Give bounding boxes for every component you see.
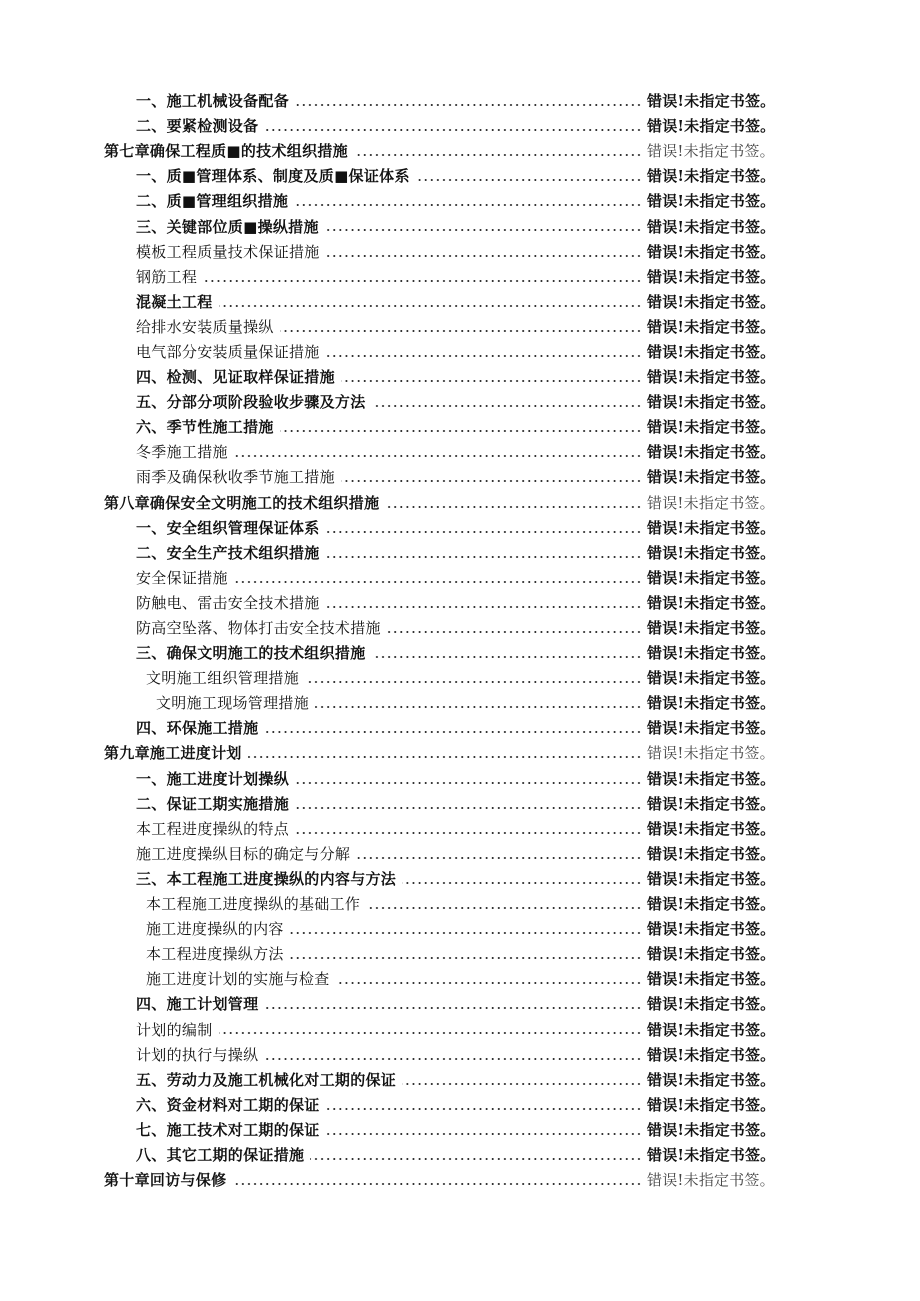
toc-page-reference: 错误!未指定书签。 xyxy=(647,995,776,1014)
toc-entry-title: 八、其它工期的保证措施 xyxy=(136,1145,305,1164)
toc-entry[interactable] xyxy=(0,690,920,715)
toc-entry-title: 第七章确保工程质■的技术组织措施 xyxy=(104,142,348,161)
toc-page-reference: 错误!未指定书签。 xyxy=(647,945,776,964)
dot-leader xyxy=(356,857,642,859)
toc-entry-title: 一、施工机械设备配备 xyxy=(136,92,290,111)
toc-chapter-entry[interactable] xyxy=(0,138,920,163)
toc-page-reference: 错误!未指定书签。 xyxy=(647,117,776,136)
dot-leader xyxy=(325,229,642,231)
toc-page-reference: 错误!未指定书签。 xyxy=(647,167,776,186)
toc-entry-title: 雨季及确保秋收季节施工措施 xyxy=(136,468,335,487)
dot-leader xyxy=(326,606,642,608)
toc-entry[interactable] xyxy=(0,88,920,113)
toc-page-reference: 错误!未指定书签。 xyxy=(647,719,776,738)
toc-entry-title: 防高空坠落、物体打击安全技术措施 xyxy=(136,619,381,638)
dot-leader xyxy=(295,782,642,784)
toc-entry[interactable] xyxy=(0,113,920,138)
dot-leader xyxy=(203,280,642,282)
toc-entry[interactable] xyxy=(0,289,920,314)
dot-leader xyxy=(315,706,642,708)
toc-page-reference: 错误!未指定书签。 xyxy=(647,869,776,888)
toc-entry-title: 一、质■管理体系、制度及质■保证体系 xyxy=(136,167,410,186)
toc-chapter-entry[interactable] xyxy=(0,1167,920,1192)
toc-page-reference: 错误!未指定书签。 xyxy=(647,619,776,638)
toc-page-reference: 错误!未指定书签。 xyxy=(647,568,776,587)
toc-page-reference: 错误!未指定书签。 xyxy=(647,1095,776,1114)
toc-entry[interactable] xyxy=(0,866,920,891)
dot-leader xyxy=(280,330,642,332)
toc-page-reference: 错误!未指定书签。 xyxy=(647,518,776,537)
toc-entry-title: 安全保证措施 xyxy=(136,568,228,587)
toc-entry-title: 防触电、雷击安全技术措施 xyxy=(136,593,320,612)
dot-leader xyxy=(366,907,642,909)
toc-entry-title: 六、季节性施工措施 xyxy=(136,418,274,437)
dot-leader xyxy=(290,932,642,934)
toc-chapter-entry[interactable] xyxy=(0,740,920,765)
toc-entry[interactable] xyxy=(0,615,920,640)
toc-entry[interactable] xyxy=(0,364,920,389)
dot-leader xyxy=(341,380,642,382)
toc-entry-title: 钢筋工程 xyxy=(136,267,198,286)
toc-entry[interactable] xyxy=(0,515,920,540)
toc-entry-title: 施工进度操纵的内容 xyxy=(146,920,284,939)
toc-page-reference: 错误!未指定书签。 xyxy=(647,794,776,813)
toc-entry[interactable] xyxy=(0,1092,920,1117)
dot-leader xyxy=(294,204,642,206)
dot-leader xyxy=(387,631,642,633)
dot-leader xyxy=(326,1108,642,1110)
toc-entry-title: 文明施工组织管理措施 xyxy=(146,669,300,688)
toc-entry[interactable] xyxy=(0,1016,920,1041)
toc-page-reference: 错误!未指定书签。 xyxy=(647,493,775,512)
dot-leader xyxy=(385,506,642,508)
toc-page-reference: 错误!未指定书签。 xyxy=(647,920,776,939)
toc-page-reference: 错误!未指定书签。 xyxy=(647,593,776,612)
dot-leader xyxy=(326,255,642,257)
toc-entry-title: 一、施工进度计划操纵 xyxy=(136,769,290,788)
toc-entry-title: 本工程进度操纵方法 xyxy=(146,945,284,964)
dot-leader xyxy=(326,556,642,558)
toc-entry[interactable] xyxy=(0,1067,920,1092)
toc-page-reference: 错误!未指定书签。 xyxy=(647,669,776,688)
dot-leader xyxy=(336,982,642,984)
toc-entry[interactable] xyxy=(0,916,920,941)
dot-leader xyxy=(264,1058,642,1060)
toc-entry[interactable] xyxy=(0,1042,920,1067)
toc-entry-title: 第十章回访与保修 xyxy=(104,1171,227,1190)
dot-leader xyxy=(295,807,642,809)
dot-leader xyxy=(305,681,642,683)
toc-entry-title: 文明施工现场管理措施 xyxy=(156,694,310,713)
dot-leader xyxy=(248,756,642,758)
toc-entry[interactable] xyxy=(0,665,920,690)
dot-leader xyxy=(416,179,642,181)
dot-leader xyxy=(310,1158,642,1160)
toc-page-reference: 错误!未指定书签。 xyxy=(647,393,776,412)
toc-entry-title: 四、施工计划管理 xyxy=(136,995,259,1014)
dot-leader xyxy=(295,104,642,106)
toc-page-reference: 错误!未指定书签。 xyxy=(647,443,776,462)
toc-entry-title: 本工程施工进度操纵的基础工作 xyxy=(146,895,361,914)
dot-leader xyxy=(402,1083,642,1085)
toc-entry[interactable] xyxy=(0,464,920,489)
toc-entry[interactable] xyxy=(0,239,920,264)
dot-leader xyxy=(402,882,642,884)
dot-leader xyxy=(341,480,642,482)
toc-entry-title: 五、劳动力及施工机械化对工期的保证 xyxy=(136,1070,397,1089)
toc-entry-title: 施工进度操纵目标的确定与分解 xyxy=(136,844,351,863)
toc-entry-title: 三、确保文明施工的技术组织措施 xyxy=(136,644,366,663)
toc-entry-title: 第九章施工进度计划 xyxy=(104,744,242,763)
toc-entry[interactable] xyxy=(0,264,920,289)
dot-leader xyxy=(264,1007,642,1009)
toc-entry[interactable] xyxy=(0,1142,920,1167)
toc-page-reference: 错误!未指定书签。 xyxy=(647,217,776,236)
dot-leader xyxy=(232,1183,642,1185)
toc-entry[interactable] xyxy=(0,715,920,740)
toc-entry-title: 电气部分安装质量保证措施 xyxy=(136,342,320,361)
toc-page-reference: 错误!未指定书签。 xyxy=(647,1020,776,1039)
toc-entry[interactable] xyxy=(0,791,920,816)
toc-entry[interactable] xyxy=(0,766,920,791)
toc-entry[interactable] xyxy=(0,991,920,1016)
toc-entry[interactable] xyxy=(0,966,920,991)
toc-entry-title: 混凝土工程 xyxy=(136,292,213,311)
toc-entry[interactable] xyxy=(0,163,920,188)
toc-entry-title: 第八章确保安全文明施工的技术组织措施 xyxy=(104,493,380,512)
dot-leader xyxy=(264,129,642,131)
toc-entry[interactable] xyxy=(0,640,920,665)
toc-page-reference: 错误!未指定书签。 xyxy=(647,895,776,914)
toc-entry-title: 二、保证工期实施措施 xyxy=(136,794,290,813)
toc-entry[interactable] xyxy=(0,540,920,565)
toc-entry[interactable] xyxy=(0,565,920,590)
dot-leader xyxy=(372,656,642,658)
toc-entry[interactable] xyxy=(0,816,920,841)
toc-entry[interactable] xyxy=(0,188,920,213)
toc-page-reference: 错误!未指定书签。 xyxy=(647,694,776,713)
toc-entry-title: 二、要紧检测设备 xyxy=(136,117,259,136)
toc-entry[interactable] xyxy=(0,314,920,339)
toc-entry-title: 冬季施工措施 xyxy=(136,443,228,462)
dot-leader xyxy=(264,731,642,733)
toc-page-reference: 错误!未指定书签。 xyxy=(647,1045,776,1064)
toc-entry-title: 一、安全组织管理保证体系 xyxy=(136,518,320,537)
table-of-contents xyxy=(0,88,920,1192)
toc-entry-title: 四、检测、见证取样保证措施 xyxy=(136,368,335,387)
toc-page-reference: 错误!未指定书签。 xyxy=(647,92,776,111)
toc-entry-title: 四、环保施工措施 xyxy=(136,719,259,738)
toc-page-reference: 错误!未指定书签。 xyxy=(647,844,776,863)
toc-page-reference: 错误!未指定书签。 xyxy=(647,970,776,989)
dot-leader xyxy=(234,581,642,583)
toc-page-reference: 错误!未指定书签。 xyxy=(647,1120,776,1139)
toc-page-reference: 错误!未指定书签。 xyxy=(647,142,775,161)
dot-leader xyxy=(372,405,642,407)
toc-page-reference: 错误!未指定书签。 xyxy=(647,342,776,361)
toc-page-reference: 错误!未指定书签。 xyxy=(647,267,776,286)
toc-page-reference: 错误!未指定书签。 xyxy=(647,292,776,311)
toc-entry[interactable] xyxy=(0,414,920,439)
toc-entry-title: 给排水安装质量操纵 xyxy=(136,317,274,336)
toc-entry-title: 施工进度计划的实施与检查 xyxy=(146,970,330,989)
toc-page-reference: 错误!未指定书签。 xyxy=(647,644,776,663)
toc-entry-title: 六、资金材料对工期的保证 xyxy=(136,1095,320,1114)
dot-leader xyxy=(326,531,642,533)
toc-page-reference: 错误!未指定书签。 xyxy=(647,819,776,838)
toc-entry-title: 二、安全生产技术组织措施 xyxy=(136,543,320,562)
toc-entry-title: 五、分部分项阶段验收步骤及方法 xyxy=(136,393,366,412)
toc-page-reference: 错误!未指定书签。 xyxy=(647,1145,776,1164)
dot-leader xyxy=(219,305,642,307)
dot-leader xyxy=(219,1032,642,1034)
toc-page-reference: 错误!未指定书签。 xyxy=(647,1171,775,1190)
toc-page-reference: 错误!未指定书签。 xyxy=(647,317,776,336)
toc-entry-title: 本工程进度操纵的特点 xyxy=(136,819,290,838)
toc-entry[interactable] xyxy=(0,389,920,414)
dot-leader xyxy=(280,430,642,432)
toc-entry[interactable] xyxy=(0,1117,920,1142)
toc-chapter-entry[interactable] xyxy=(0,490,920,515)
dot-leader xyxy=(234,455,642,457)
dot-leader xyxy=(326,355,642,357)
toc-page-reference: 错误!未指定书签。 xyxy=(647,418,776,437)
toc-page-reference: 错误!未指定书签。 xyxy=(647,192,776,211)
dot-leader xyxy=(290,957,642,959)
toc-entry[interactable] xyxy=(0,339,920,364)
dot-leader xyxy=(354,154,642,156)
toc-entry[interactable] xyxy=(0,213,920,238)
toc-entry[interactable] xyxy=(0,941,920,966)
dot-leader xyxy=(295,832,642,834)
toc-entry[interactable] xyxy=(0,439,920,464)
toc-entry-title: 二、质■管理组织措施 xyxy=(136,192,289,211)
toc-entry-title: 计划的编制 xyxy=(136,1020,213,1039)
toc-page-reference: 错误!未指定书签。 xyxy=(647,543,776,562)
toc-entry-title: 模板工程质量技术保证措施 xyxy=(136,242,320,261)
toc-entry[interactable] xyxy=(0,891,920,916)
toc-page-reference: 错误!未指定书签。 xyxy=(647,242,776,261)
toc-entry[interactable] xyxy=(0,590,920,615)
toc-page-reference: 错误!未指定书签。 xyxy=(647,1070,776,1089)
toc-page-reference: 错误!未指定书签。 xyxy=(647,769,776,788)
toc-entry-title: 七、施工技术对工期的保证 xyxy=(136,1120,320,1139)
dot-leader xyxy=(326,1133,642,1135)
toc-page-reference: 错误!未指定书签。 xyxy=(647,744,775,763)
toc-entry[interactable] xyxy=(0,841,920,866)
toc-page-reference: 错误!未指定书签。 xyxy=(647,468,776,487)
toc-page-reference: 错误!未指定书签。 xyxy=(647,368,776,387)
toc-entry-title: 三、本工程施工进度操纵的内容与方法 xyxy=(136,869,397,888)
toc-entry-title: 计划的执行与操纵 xyxy=(136,1045,259,1064)
toc-entry-title: 三、关键部位质■操纵措施 xyxy=(136,217,319,236)
